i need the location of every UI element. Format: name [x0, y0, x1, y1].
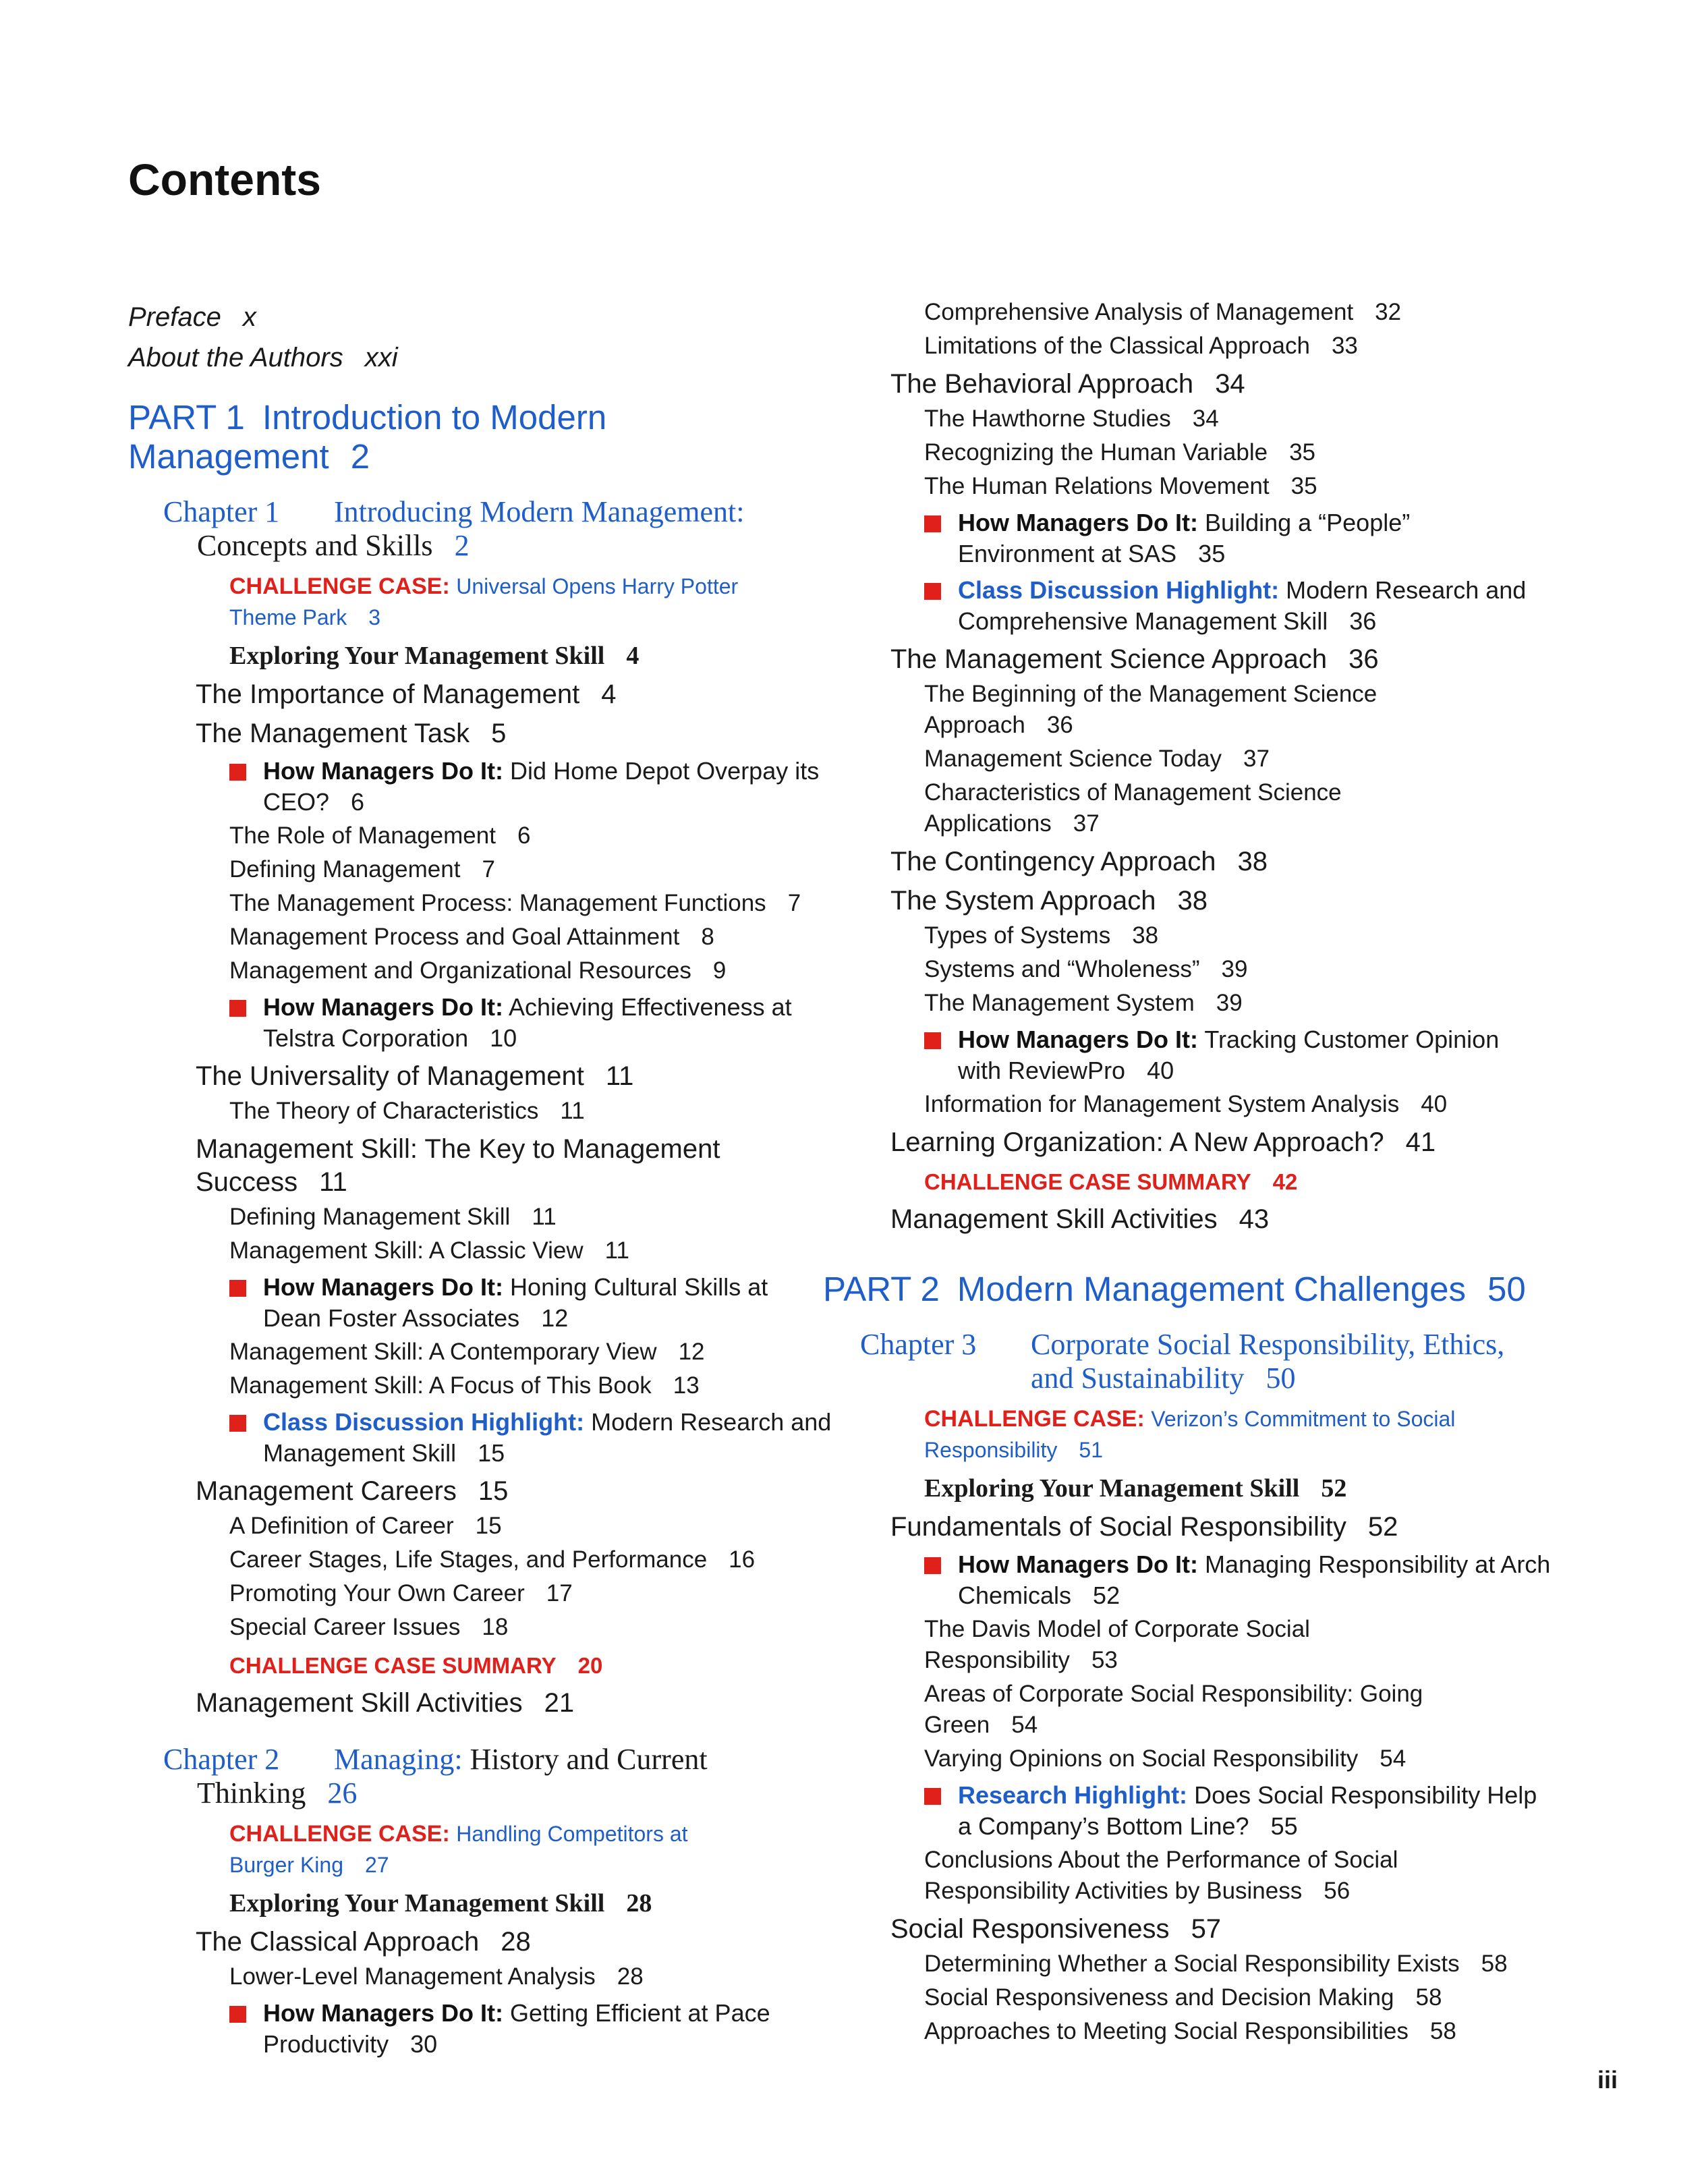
toc-entry[interactable]: The Contingency Approach 38 — [890, 847, 1268, 876]
toc-entry[interactable]: A Definition of Career 15 — [229, 1513, 502, 1539]
toc-entry[interactable]: Management Skill: The Key to Management Success 11 — [196, 1134, 720, 1197]
toc-right-column — [823, 297, 1632, 2047]
red-square-bullet-icon — [229, 1415, 246, 1432]
toc-entry[interactable]: Characteristics of Management Science Applications 37 — [924, 779, 1342, 837]
toc-entry-preface[interactable]: Preface x — [128, 302, 256, 332]
toc-entry[interactable]: Limitations of the Classical Approach 33 — [924, 333, 1358, 359]
toc-entry[interactable]: Recognizing the Human Variable 35 — [924, 439, 1316, 466]
part-2-heading[interactable]: PART 2 Modern Management Challenges 50 — [823, 1270, 1526, 1308]
challenge-case-ch2[interactable]: CHALLENGE CASE: Handling Competitors at Burger King 27 — [229, 1821, 688, 1877]
toc-entry[interactable]: Special Career Issues 18 — [229, 1614, 509, 1640]
toc-entry[interactable]: Approaches to Meeting Social Responsibilities 58 — [924, 2018, 1456, 2044]
toc-entry[interactable]: Promoting Your Own Career 17 — [229, 1580, 573, 1606]
toc-entry[interactable]: Social Responsiveness 57 — [890, 1914, 1222, 1944]
exploring-skill-ch2[interactable]: Exploring Your Management Skill 28 — [229, 1889, 652, 1917]
feature-box-entry[interactable]: How Managers Do It: Managing Responsibility at Arch Chemicals 52 — [890, 1549, 1632, 1611]
toc-entry[interactable]: The Beginning of the Management Science Approach 36 — [924, 681, 1378, 738]
exploring-skill-ch1[interactable]: Exploring Your Management Skill 4 — [229, 642, 640, 670]
toc-entry[interactable]: Fundamentals of Social Responsibility 52 — [890, 1512, 1398, 1542]
page-number: iii — [1597, 2066, 1618, 2094]
toc-entry[interactable]: Management Skill: A Focus of This Book 13 — [229, 1372, 700, 1399]
toc-entry[interactable]: Management Science Today 37 — [924, 746, 1270, 772]
exploring-skill-ch3[interactable]: Exploring Your Management Skill 52 — [924, 1474, 1347, 1503]
toc-entry[interactable]: Varying Opinions on Social Responsibility 54 — [924, 1745, 1407, 1772]
toc-entry[interactable]: Management Careers 15 — [196, 1476, 509, 1506]
toc-entry[interactable]: Information for Management System Analysis 40 — [924, 1091, 1448, 1117]
challenge-case-ch3[interactable]: CHALLENGE CASE: Verizon’s Commitment to Social Responsibility 51 — [924, 1406, 1456, 1462]
toc-entry[interactable]: Types of Systems 38 — [924, 922, 1159, 949]
chapter-3-heading[interactable]: Chapter 3 Corporate Social Responsibility, Ethics, and Sustainability 50 — [860, 1328, 1505, 1395]
toc-entry[interactable]: The Human Relations Movement 35 — [924, 473, 1317, 499]
toc-entry[interactable]: Management Skill Activities 43 — [890, 1204, 1270, 1234]
toc-entry[interactable]: The Management Task 5 — [196, 719, 507, 748]
feature-box-entry[interactable]: How Managers Do It: Honing Cultural Skills at Dean Foster Associates 12 — [128, 1272, 877, 1334]
red-square-bullet-icon — [924, 1788, 941, 1805]
toc-entry[interactable]: Comprehensive Analysis of Management 32 — [924, 299, 1402, 325]
toc-entry[interactable]: Career Stages, Life Stages, and Performance 16 — [229, 1546, 756, 1573]
chapter-2-heading[interactable]: Chapter 2 Managing: History and Current Thinking 26 — [163, 1743, 708, 1810]
toc-entry[interactable]: Lower-Level Management Analysis 28 — [229, 1963, 644, 1990]
toc-entry[interactable]: The Behavioral Approach 34 — [890, 369, 1245, 399]
feature-box-entry[interactable]: Research Highlight: Does Social Responsibility Help a Company’s Bottom Line? 55 — [890, 1780, 1632, 1842]
red-square-bullet-icon — [229, 1000, 246, 1017]
feature-box-entry[interactable]: How Managers Do It: Did Home Depot Overpay its CEO? 6 — [128, 756, 877, 818]
red-square-bullet-icon — [229, 764, 246, 781]
feature-box-entry[interactable]: How Managers Do It: Achieving Effectiveness at Telstra Corporation 10 — [128, 992, 877, 1054]
red-square-bullet-icon — [229, 1280, 246, 1297]
feature-box-entry[interactable]: Class Discussion Highlight: Modern Research and Comprehensive Management Skill 36 — [890, 575, 1632, 637]
toc-entry[interactable]: Social Responsiveness and Decision Making 58 — [924, 1984, 1442, 2011]
toc-entry-about-authors[interactable]: About the Authors xxi — [128, 343, 398, 372]
toc-entry[interactable]: The Theory of Characteristics 11 — [229, 1098, 585, 1124]
toc-entry[interactable]: Management Skill: A Classic View 11 — [229, 1237, 629, 1264]
toc-entry[interactable]: Defining Management Skill 11 — [229, 1204, 557, 1230]
toc-entry[interactable]: Conclusions About the Performance of Social Responsibility Activities by Business 56 — [924, 1847, 1398, 1904]
page-title: Contents — [128, 155, 321, 204]
red-square-bullet-icon — [924, 1557, 941, 1574]
toc-entry[interactable]: Systems and “Wholeness” 39 — [924, 956, 1248, 982]
feature-box-entry[interactable]: How Managers Do It: Building a “People” Environment at SAS 35 — [890, 507, 1632, 569]
toc-entry[interactable]: The Management Process: Management Functions 7 — [229, 890, 801, 916]
toc-entry[interactable]: The Universality of Management 11 — [196, 1061, 634, 1091]
challenge-case-summary-ch1[interactable]: CHALLENGE CASE SUMMARY 20 — [229, 1653, 603, 1678]
chapter-1-heading[interactable]: Chapter 1 Introducing Modern Management: Concepts and Skills 2 — [163, 495, 745, 562]
toc-entry[interactable]: Management Process and Goal Attainment 8 — [229, 924, 714, 950]
toc-left-column — [128, 297, 877, 2060]
toc-entry[interactable]: The Davis Model of Corporate Social Responsibility 53 — [924, 1616, 1310, 1673]
toc-entry[interactable]: The Management System 39 — [924, 990, 1243, 1016]
challenge-case-ch1[interactable]: CHALLENGE CASE: Universal Opens Harry Potter Theme Park 3 — [229, 573, 739, 629]
toc-entry[interactable]: The Role of Management 6 — [229, 822, 531, 849]
feature-box-entry[interactable]: How Managers Do It: Tracking Customer Opinion with ReviewPro 40 — [890, 1024, 1632, 1086]
toc-entry[interactable]: Determining Whether a Social Responsibility Exists 58 — [924, 1951, 1508, 1977]
feature-box-entry[interactable]: How Managers Do It: Getting Efficient at Pace Productivity 30 — [128, 1998, 877, 2060]
part-1-heading[interactable]: PART 1 Introduction to Modern Management 2 — [128, 398, 607, 476]
toc-entry[interactable]: Areas of Corporate Social Responsibility: Going Green 54 — [924, 1681, 1423, 1738]
toc-entry[interactable]: The Classical Approach 28 — [196, 1927, 531, 1957]
red-square-bullet-icon — [924, 583, 941, 600]
toc-entry[interactable]: The Hawthorne Studies 34 — [924, 405, 1219, 432]
toc-entry[interactable]: Management and Organizational Resources 9 — [229, 957, 727, 984]
toc-entry[interactable]: The System Approach 38 — [890, 886, 1208, 916]
red-square-bullet-icon — [924, 515, 941, 532]
red-square-bullet-icon — [229, 2006, 246, 2023]
toc-entry[interactable]: The Management Science Approach 36 — [890, 644, 1379, 674]
toc-entry[interactable]: Defining Management 7 — [229, 856, 495, 883]
feature-box-entry[interactable]: Class Discussion Highlight: Modern Research and Management Skill 15 — [128, 1407, 877, 1469]
red-square-bullet-icon — [924, 1032, 941, 1049]
challenge-case-summary-ch2[interactable]: CHALLENGE CASE SUMMARY 42 — [924, 1169, 1298, 1194]
toc-entry[interactable]: Management Skill Activities 21 — [196, 1688, 575, 1718]
toc-entry[interactable]: The Importance of Management 4 — [196, 679, 617, 709]
toc-entry[interactable]: Learning Organization: A New Approach? 41 — [890, 1127, 1436, 1157]
toc-entry[interactable]: Management Skill: A Contemporary View 12 — [229, 1339, 705, 1365]
